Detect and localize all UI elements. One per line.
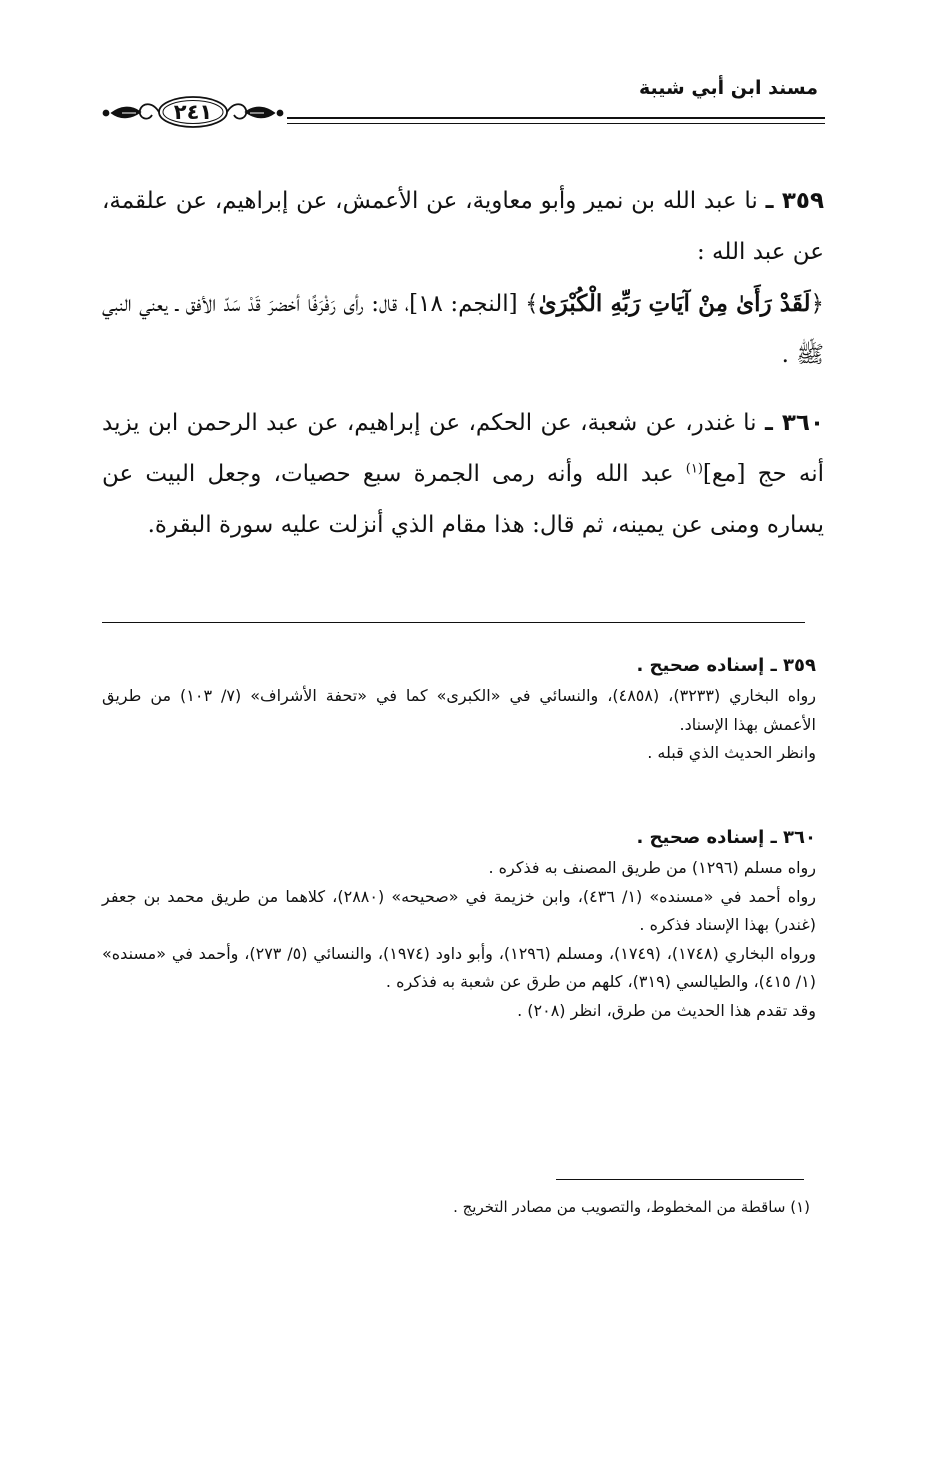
commentary-line: وقد تقدم هذا الحديث من طرق، انظر (٢٠٨) .	[517, 1000, 816, 1020]
commentary-heading: ٣٦٠ ـ إسناده صحيح .	[636, 827, 816, 848]
commentary-line: رواه مسلم (١٢٩٦) من طريق المصنف به فذكره .	[488, 858, 816, 877]
header-rule	[287, 117, 825, 124]
quran-citation: [النجم: ١٨]،	[404, 291, 518, 317]
footnote-text: ساقطة من المخطوط، والتصويب من مصادر التخريج .	[453, 1198, 786, 1216]
running-title: مسند ابن أبي شيبة	[638, 77, 818, 99]
commentary-line: رواه أحمد في «مسنده» (١/ ٤٣٦)، وابن خزيمة في «صحيحه» (٢٨٨٠)، كلاهما من طريق محمد بن جعفر (غندر) بهذا الإسناد فذكره .	[102, 886, 816, 934]
hadith-number: ٣٥٩ ـ	[765, 188, 825, 214]
quran-open-bracket: ﴿	[810, 291, 825, 317]
footnote-rule	[556, 1179, 804, 1180]
quran-verse: لَقَدْ رَأَىٰ مِنْ آيَاتِ رَبِّهِ الْكُبْرَىٰ	[538, 290, 811, 317]
quran-close-bracket: ﴾	[525, 291, 539, 317]
commentary-line: رواه البخاري (٣٢٣٣)، (٤٨٥٨)، والنسائي في «الكبرى» كما في «تحفة الأشراف» (٧/ ١٠٣) من طريق الأعمش بهذا الإسناد.	[102, 686, 817, 734]
footnote	[453, 1195, 810, 1219]
hadith-isnad: نا عبد الله بن نمير وأبو معاوية، عن الأعمش، عن إبراهيم، عن علقمة، عن عبد الله :	[102, 188, 824, 265]
hadith-number: ٣٦٠ ـ	[764, 410, 825, 436]
commentary-heading: ٣٥٩ ـ إسناده صحيح .	[636, 655, 816, 676]
hadith-matn: قال: رأى رَفْرَفًا أخضرَ قَدْ سَدّ الأفق ـ يعني النبي ﷺ .	[102, 291, 824, 368]
commentary-line: وانظر الحديث الذي قبله .	[647, 743, 816, 762]
page-number: ٢٤١	[173, 100, 213, 124]
hadith-359	[102, 176, 824, 381]
commentary-line: ورواه البخاري (١٧٤٨)، (١٧٤٩)، ومسلم (١٢٩٦)، وأبو داود (١٩٧٤)، والنسائي (٥/ ٢٧٣)، وأحمد في «مسنده» (١/ ٤١٥)، والطيالسي (٣١٩)، كلهم من طرق عن شعبة به فذكره .	[102, 943, 816, 991]
commentary-359	[102, 650, 816, 768]
footnote-reference: (١)	[685, 461, 703, 477]
hadith-360	[102, 398, 824, 551]
quran-quote-line	[102, 278, 824, 381]
commentary-360	[102, 822, 816, 1025]
footnote-marker: (١)	[790, 1198, 810, 1216]
hadith-text: نا غندر، عن شعبة، عن الحكم، عن إبراهيم، عن عبد الرحمن ابن يزيد أنه حج [مع]	[102, 410, 824, 487]
hadith-text-continued: عبد الله وأنه رمى الجمرة سبع حصيات، وجعل البيت عن يساره ومنى عن يمينه، ثم قال: هذا مقام الذي أنزلت عليه سورة البقرة.	[102, 461, 824, 538]
section-divider	[102, 622, 805, 623]
